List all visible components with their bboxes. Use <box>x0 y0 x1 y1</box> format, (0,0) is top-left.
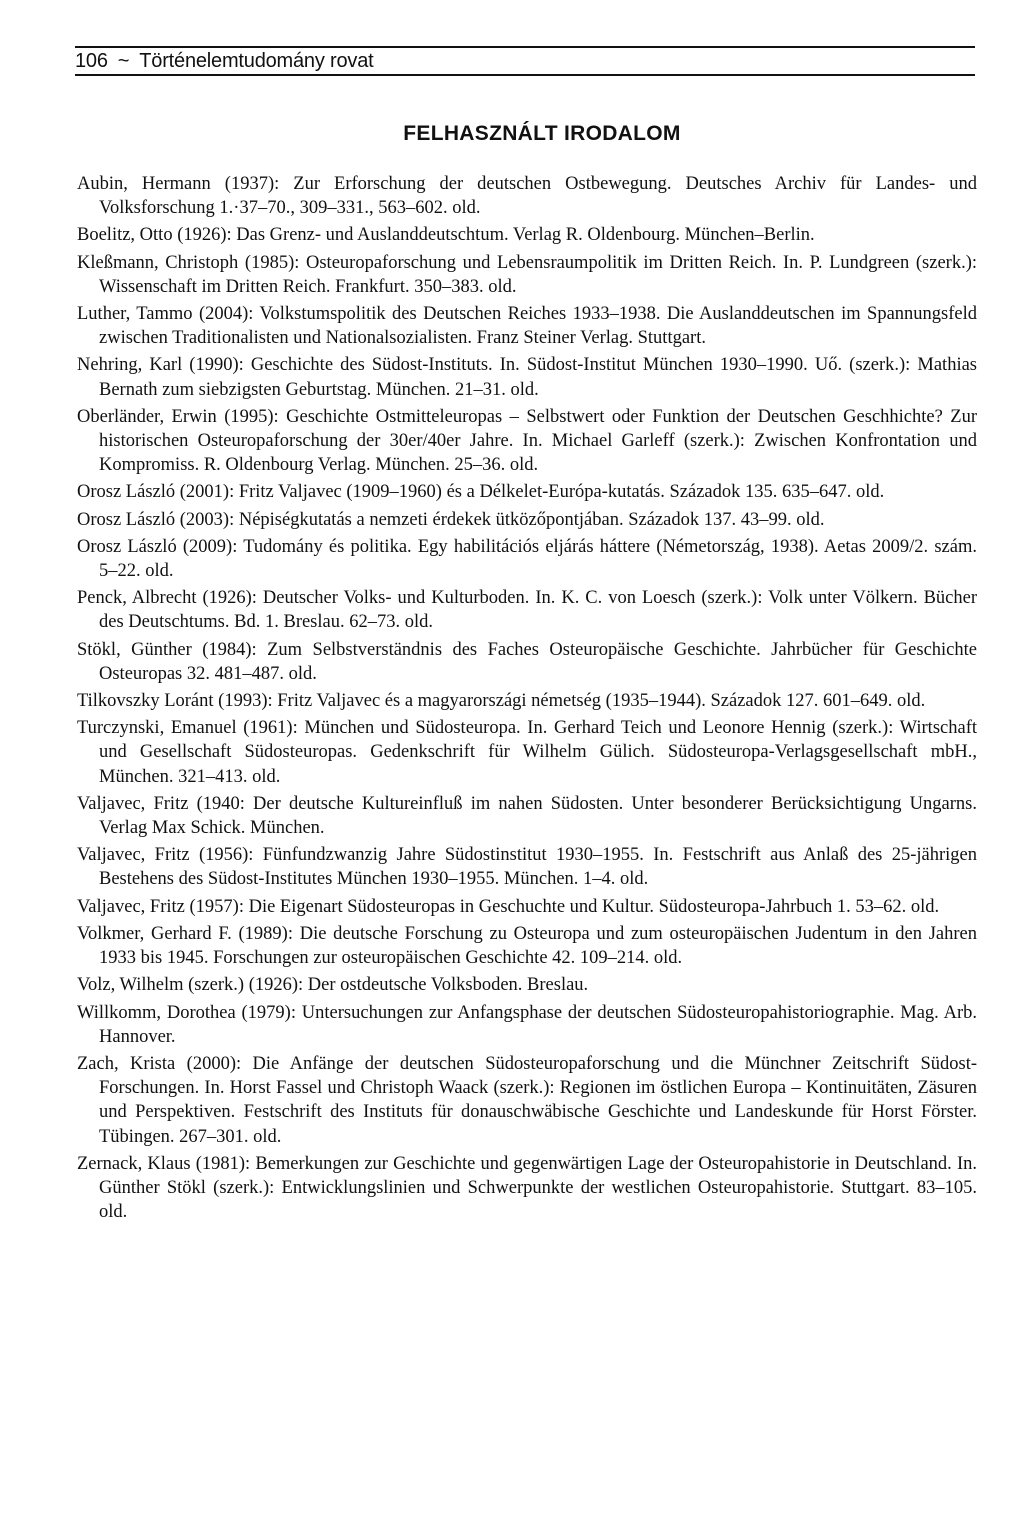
reference-item: Stökl, Günther (1984): Zum Selbstverständnis des Faches Osteuropäische Geschichte. Jahrbücher für Geschichte Osteuropas 32. 481–487. old. <box>77 639 977 684</box>
reference-item: Orosz László (2001): Fritz Valjavec (1909–1960) és a Délkelet-Európa-kutatás. Századok 135. 635–647. old. <box>77 482 885 503</box>
reference-item: Valjavec, Fritz (1957): Die Eigenart Südosteuropas in Geschuchte und Kultur. Südosteuropa-Jahrbuch 1. 53–62. old. <box>77 896 940 917</box>
reference-item: Turczynski, Emanuel (1961): München und Südosteuropa. In. Gerhard Teich und Leonore Hennig (szerk.): Wirtschaft und Gesellschaft Südosteuropas. Gedenkschrift für Wilhelm Gülich. Südosteuropa-Verlagsgesellschaft mbH., München. 321–413. old. <box>77 718 977 787</box>
reference-item: Valjavec, Fritz (1956): Fünfundzwanzig Jahre Südostinstitut 1930–1955. In. Festschrift aus Anlaß des 25-jährigen Bestehens des Südost-Institutes München 1930–1955. München. 1–4. old. <box>77 845 977 890</box>
reference-item: Oberländer, Erwin (1995): Geschichte Ostmitteleuropas – Selbstwert oder Funktion der Deutschen Geschhichte? Zur historischen Osteuropaforschung der 30er/40er Jahre. In. Michael Garleff (szerk.): Zwischen Konfrontation und Kompromiss. R. Oldenbourg Verlag. München. 25–36. old. <box>77 406 977 476</box>
reference-item: Valjavec, Fritz (1940: Der deutsche Kultureinfluß im nahen Südosten. Unter besonderer Berücksichtigung Ungarns. Verlag Max Schick. München. <box>77 793 977 839</box>
reference-item: Volz, Wilhelm (szerk.) (1926): Der ostdeutsche Volksboden. Breslau. <box>77 975 589 996</box>
header-separator: ~ <box>117 49 130 72</box>
reference-item: Boelitz, Otto (1926): Das Grenz- und Auslanddeutschtum. Verlag R. Oldenbourg. München–Berlin. <box>77 225 815 246</box>
bibliography-title: FELHASZNÁLT IRODALOM <box>403 122 681 145</box>
reference-item: Orosz László (2009): Tudomány és politika. Egy habilitációs eljárás háttere (Németország, 1938). Aetas 2009/2. szám. 5–22. old. <box>77 536 977 582</box>
reference-item: Willkomm, Dorothea (1979): Untersuchungen zur Anfangsphase der deutschen Südosteuropahistoriographie. Mag. Arb. Hannover. <box>77 1002 977 1047</box>
reference-item: Penck, Albrecht (1926): Deutscher Volks- und Kulturboden. In. K. C. von Loesch (szerk.): Volk unter Völkern. Bücher des Deutschtums. Bd. 1. Breslau. 62–73. old. <box>77 588 977 633</box>
reference-item: Tilkovszky Loránt (1993): Fritz Valjavec és a magyarországi németség (1935–1944). Századok 127. 601–649. old. <box>77 691 926 712</box>
reference-item: Nehring, Karl (1990): Geschichte des Südost-Instituts. In. Südost-Institut München 1930–1990. Uő. (szerk.): Mathias Bernath zum siebzigsten Geburtstag. München. 21–31. old. <box>77 355 977 400</box>
page-number: 106 <box>75 49 108 72</box>
reference-list <box>77 172 977 1227</box>
reference-item: Volkmer, Gerhard F. (1989): Die deutsche Forschung zu Osteuropa und zum osteuropäischen Judentum in den Jahren 1933 bis 1945. Forschungen zur osteuropäischen Geschichte 42. 109–214. old. <box>77 923 977 969</box>
running-header <box>75 46 975 76</box>
reference-item: Zach, Krista (2000): Die Anfänge der deutschen Südosteuropaforschung und die Münchner Zeitschrift Südost-Forschungen. In. Horst Fassel und Christoph Waack (szerk.): Regionen im östlichen Europa – Kontinuitäten, Zäsuren und Perspektiven. Festschrift des Instituts für donauschwäbische Geschichte und Landeskunde für Horst Förster. Tübingen. 267–301. old. <box>77 1053 977 1147</box>
reference-item: Kleßmann, Christoph (1985): Osteuropaforschung und Lebensraumpolitik im Dritten Reich. In. P. Lundgreen (szerk.): Wissenschaft im Dritten Reich. Frankfurt. 350–383. old. <box>77 252 977 297</box>
reference-item: Zernack, Klaus (1981): Bemerkungen zur Geschichte und gegenwärtigen Lage der Osteuropahistorie in Deutschland. In. Günther Stökl (szerk.): Entwicklungslinien und Schwerpunkte der westlichen Osteuropahistorie. Stuttgart. 83–105. old. <box>77 1153 977 1223</box>
reference-item: Orosz László (2003): Népiségkutatás a nemzeti érdekek ütközőpontjában. Századok 137. 43–99. old. <box>77 509 825 530</box>
reference-item: Aubin, Hermann (1937): Zur Erforschung der deutschen Ostbewegung. Deutsches Archiv für Landes- und Volksforschung 1.·37–70., 309–331., 563–602. old. <box>77 174 977 219</box>
reference-item: Luther, Tammo (2004): Volkstumspolitik des Deutschen Reiches 1933–1938. Die Auslanddeutschen im Spannungsfeld zwischen Traditionalisten und Nationalsozialisten. Franz Steiner Verlag. Stuttgart. <box>77 304 977 349</box>
section-title: Történelemtudomány rovat <box>139 49 374 72</box>
